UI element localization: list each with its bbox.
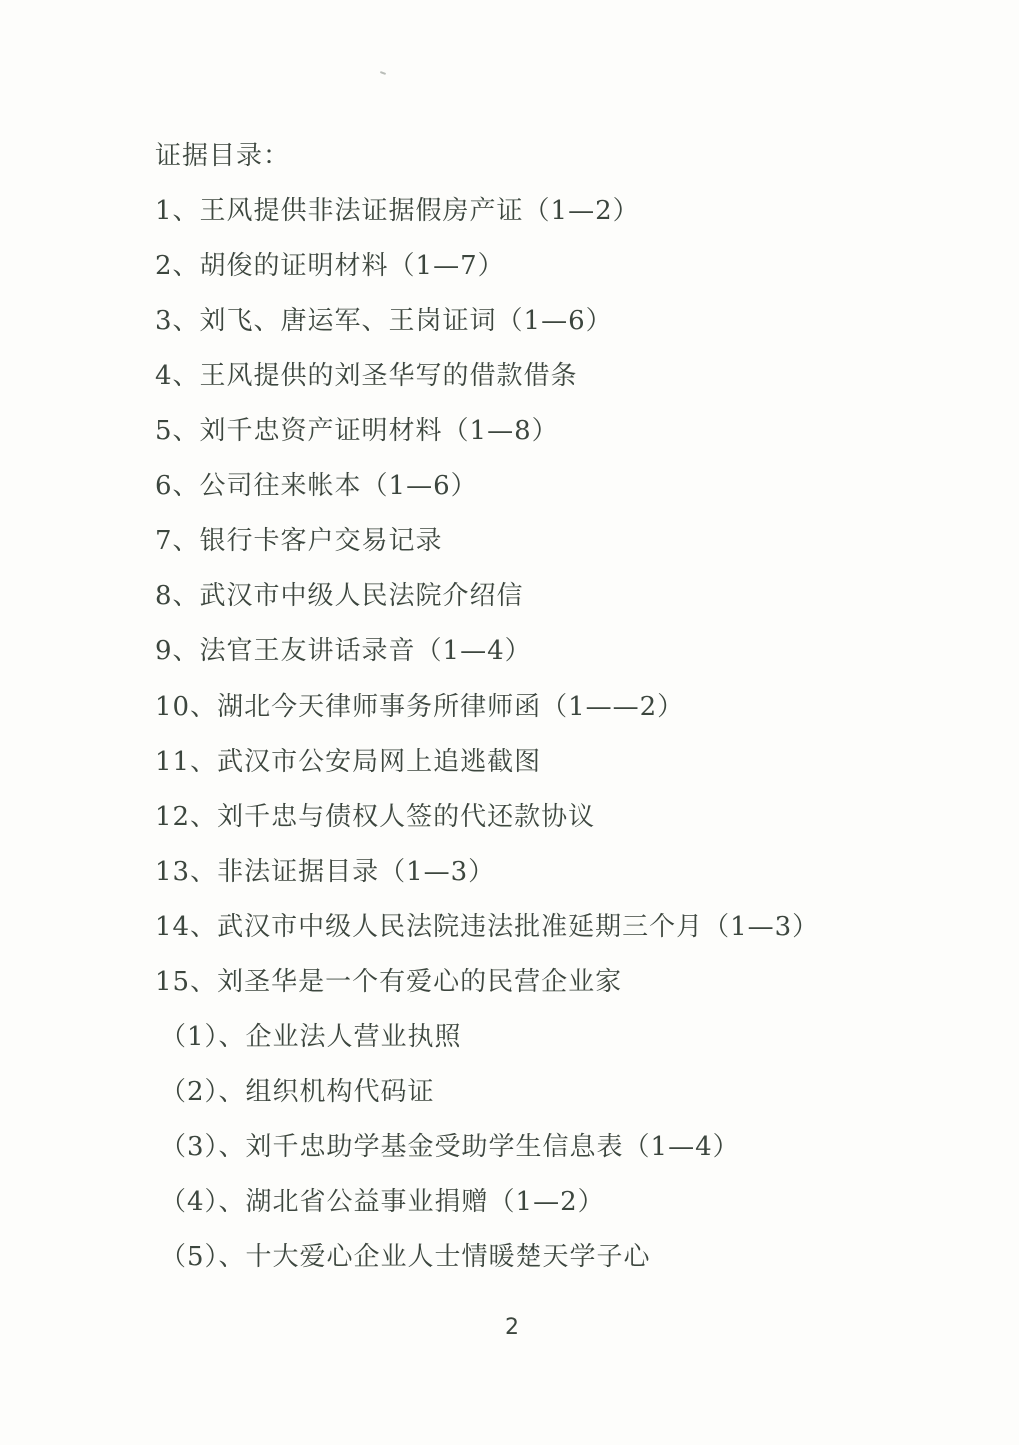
evidence-item-2: 2、胡俊的证明材料（1—7） <box>155 251 505 281</box>
evidence-item-3: 3、刘飞、唐运军、王岗证词（1—6） <box>155 306 613 336</box>
evidence-item-9: 9、法官王友讲话录音（1—4） <box>155 636 532 666</box>
evidence-item-15: 15、刘圣华是一个有爱心的民营企业家 <box>155 967 623 997</box>
evidence-item-7: 7、银行卡客户交易记录 <box>155 526 443 556</box>
evidence-subitem-1: （1）、企业法人营业执照 <box>160 1022 462 1052</box>
evidence-subitem-4: （4）、湖北省公益事业捐赠（1—2） <box>160 1187 605 1217</box>
page-number: 2 <box>505 1315 519 1340</box>
evidence-catalog-heading: 证据目录： <box>155 141 291 171</box>
evidence-item-8: 8、武汉市中级人民法院介绍信 <box>155 581 524 611</box>
evidence-item-12: 12、刘千忠与债权人签的代还款协议 <box>155 802 596 832</box>
evidence-item-11: 11、武汉市公安局网上追逃截图 <box>155 747 542 777</box>
evidence-subitem-5: （5）、十大爱心企业人士情暖楚天学子心 <box>160 1242 651 1272</box>
evidence-item-13: 13、非法证据目录（1—3） <box>155 857 496 887</box>
evidence-item-5: 5、刘千忠资产证明材料（1—8） <box>155 416 559 446</box>
evidence-subitem-3: （3）、刘千忠助学基金受助学生信息表（1—4） <box>160 1132 740 1162</box>
evidence-item-10: 10、湖北今天律师事务所律师函（1——2） <box>155 692 685 722</box>
evidence-subitem-2: （2）、组织机构代码证 <box>160 1077 435 1107</box>
evidence-item-4: 4、王风提供的刘圣华写的借款借条 <box>155 361 578 391</box>
evidence-item-14: 14、武汉市中级人民法院违法批准延期三个月（1—3） <box>155 912 820 942</box>
evidence-item-6: 6、公司往来帐本（1—6） <box>155 471 478 501</box>
evidence-item-1: 1、王风提供非法证据假房产证（1—2） <box>155 196 640 226</box>
scan-speck <box>380 71 386 75</box>
